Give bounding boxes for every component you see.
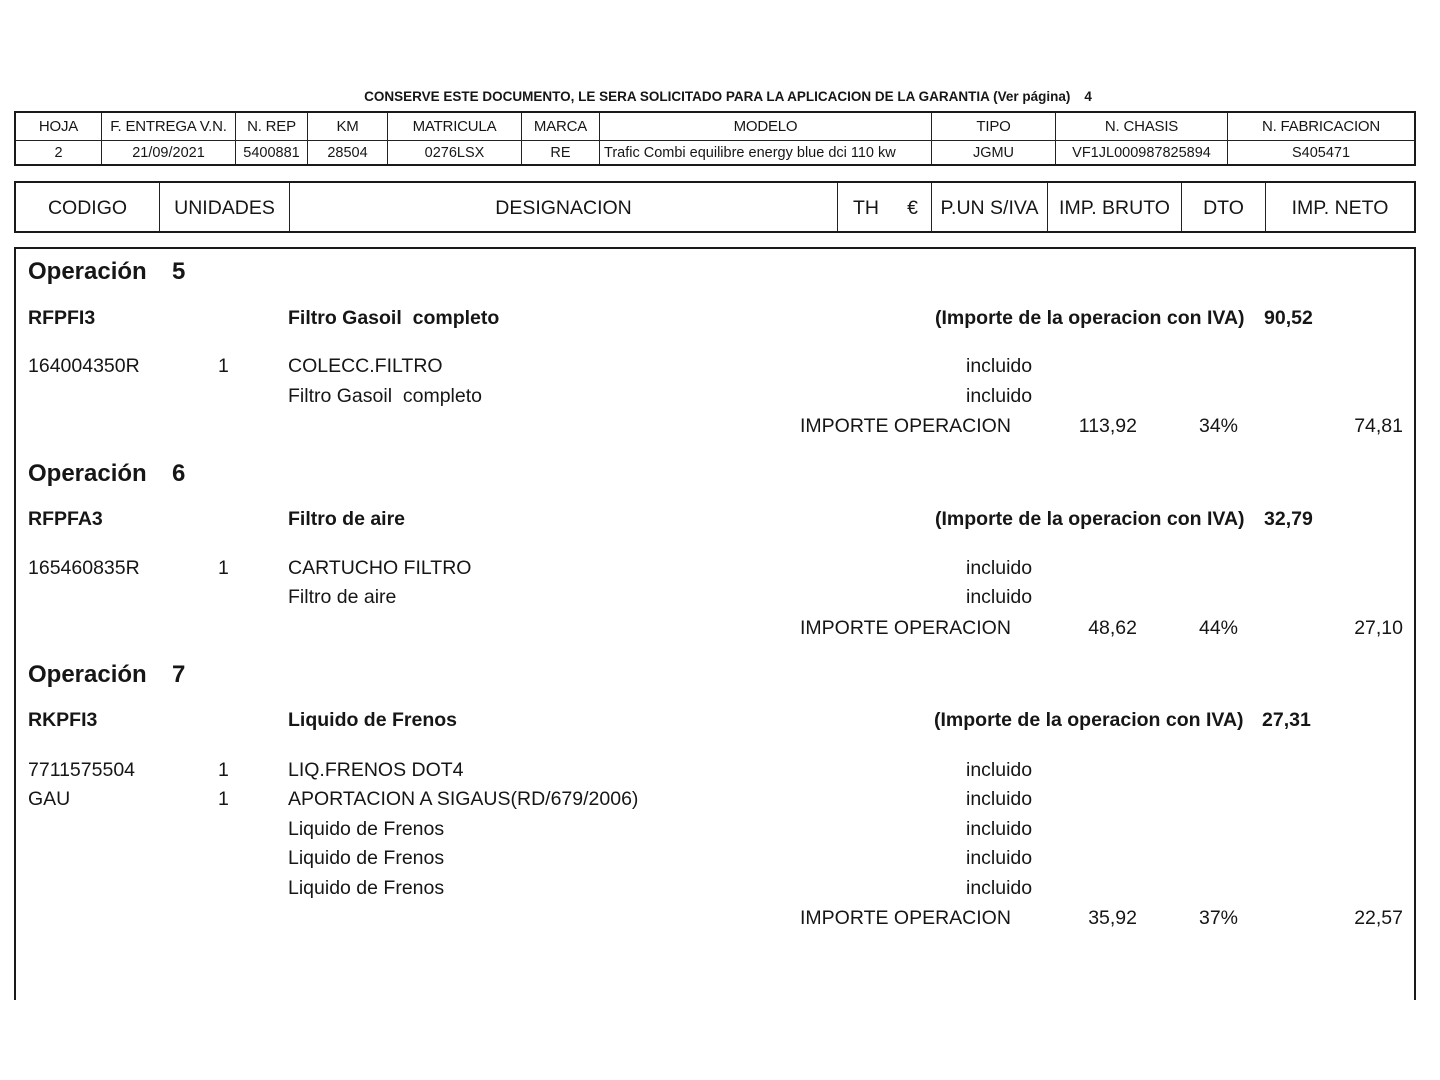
line-precio: incluido (966, 355, 1033, 377)
line-codigo: 165460835R (28, 557, 140, 579)
header-value-fecha-entrega: 21/09/2021 (102, 141, 236, 164)
total-importe-bruto: 35,92 (1088, 907, 1137, 929)
line-designacion: Liquido de Frenos (288, 847, 445, 869)
total-importe-bruto: 48,62 (1088, 617, 1137, 639)
column-th: TH (853, 196, 879, 219)
operacion-title: Operación (28, 661, 147, 688)
vehicle-header-table (14, 111, 1416, 166)
header-label-chasis: N. CHASIS (1056, 113, 1228, 141)
header-label-fecha-entrega: F. ENTREGA V.N. (102, 113, 236, 141)
header-value-fabricacion: S405471 (1291, 144, 1351, 161)
operacion-number: 5 (172, 258, 186, 285)
total-importe-neto: 27,10 (1354, 617, 1403, 639)
page-number: 4 (1084, 89, 1092, 104)
total-descuento: 34% (1198, 415, 1238, 437)
operacion-title: Operación (28, 460, 147, 487)
header-value-km: 28504 (308, 141, 388, 164)
column-designacion: DESIGNACION (290, 183, 838, 231)
line-precio: incluido (966, 586, 1033, 608)
column-precio-unitario: P.UN S/IVA (932, 183, 1048, 231)
operacion-code: RFPFI3 (28, 307, 96, 329)
operacion-title: Operación (28, 258, 147, 285)
operacion-designacion: Filtro Gasoil completo (288, 307, 500, 329)
operacion-iva-label: (Importe de la operacion con IVA) (935, 307, 1245, 329)
total-label: IMPORTE OPERACION (800, 617, 1011, 639)
column-importe-neto: IMP. NETO (1291, 196, 1389, 219)
line-precio: incluido (966, 557, 1033, 579)
operacion-iva-amount: 32,79 (1264, 508, 1313, 530)
operacion-iva-amount: 90,52 (1264, 307, 1313, 329)
line-precio: incluido (966, 788, 1033, 810)
line-designacion: Filtro Gasoil completo (288, 385, 482, 407)
operacion-designacion: Liquido de Frenos (288, 709, 457, 731)
line-precio: incluido (966, 877, 1033, 899)
header-label-tipo: TIPO (932, 113, 1056, 141)
line-designacion: LIQ.FRENOS DOT4 (288, 759, 464, 781)
line-unidades: 1 (218, 788, 229, 810)
header-value-modelo: Trafic Combi equilibre energy blue dci 110 kw (600, 141, 932, 164)
operacion-number: 6 (172, 460, 186, 487)
line-precio: incluido (966, 818, 1033, 840)
line-designacion: Liquido de Frenos (288, 877, 445, 899)
header-value-chasis: VF1JL000987825894 (1056, 141, 1228, 164)
column-currency: € (894, 183, 932, 231)
header-label-num-rep: N. REP (236, 113, 308, 141)
line-designacion: APORTACION A SIGAUS(RD/679/2006) (288, 788, 639, 810)
total-label: IMPORTE OPERACION (800, 907, 1011, 929)
column-descuento: DTO (1182, 183, 1266, 231)
line-precio: incluido (966, 385, 1033, 407)
warranty-notice (300, 89, 1156, 105)
header-label-fabricacion: N. FABRICACION (1228, 113, 1414, 141)
header-label-modelo: MODELO (600, 113, 932, 141)
header-value-num-rep: 5400881 (236, 141, 308, 164)
header-value-hoja: 2 (16, 141, 102, 164)
operacion-iva-amount: 27,31 (1262, 709, 1311, 731)
line-designacion: Filtro de aire (288, 586, 397, 608)
line-codigo: GAU (28, 788, 71, 810)
column-unidades: UNIDADES (160, 183, 290, 231)
line-precio: incluido (966, 759, 1033, 781)
column-codigo: CODIGO (16, 183, 160, 231)
line-precio: incluido (966, 847, 1033, 869)
header-value-marca: RE (522, 141, 600, 164)
operacion-number: 7 (172, 661, 186, 688)
line-unidades: 1 (218, 759, 229, 781)
total-descuento: 44% (1198, 617, 1238, 639)
lines-column-header (14, 181, 1416, 233)
line-designacion: Liquido de Frenos (288, 818, 445, 840)
header-label-hoja: HOJA (16, 113, 102, 141)
total-importe-neto: 22,57 (1354, 907, 1403, 929)
header-value-tipo: JGMU (932, 141, 1056, 164)
total-descuento: 37% (1198, 907, 1238, 929)
line-codigo: 164004350R (28, 355, 140, 377)
header-label-marca: MARCA (522, 113, 600, 141)
total-importe-bruto: 113,92 (1078, 415, 1137, 437)
line-unidades: 1 (218, 557, 229, 579)
header-label-km: KM (308, 113, 388, 141)
column-importe-bruto: IMP. BRUTO (1048, 183, 1182, 231)
operacion-iva-label: (Importe de la operacion con IVA) (934, 709, 1244, 731)
line-designacion: COLECC.FILTRO (288, 355, 443, 377)
line-unidades: 1 (218, 355, 229, 377)
operacion-iva-label: (Importe de la operacion con IVA) (935, 508, 1245, 530)
total-importe-neto: 74,81 (1354, 415, 1403, 437)
notice-text: CONSERVE ESTE DOCUMENTO, LE SERA SOLICITADO PARA LA APLICACION DE LA GARANTIA (Ver página) (364, 89, 1071, 104)
line-codigo: 7711575504 (28, 759, 136, 781)
operacion-code: RKPFI3 (28, 709, 98, 731)
total-label: IMPORTE OPERACION (800, 415, 1011, 437)
operacion-code: RFPFA3 (28, 508, 103, 530)
line-designacion: CARTUCHO FILTRO (288, 557, 472, 579)
operacion-designacion: Filtro de aire (288, 508, 406, 530)
header-value-matricula: 0276LSX (388, 141, 522, 164)
header-label-matricula: MATRICULA (388, 113, 522, 141)
